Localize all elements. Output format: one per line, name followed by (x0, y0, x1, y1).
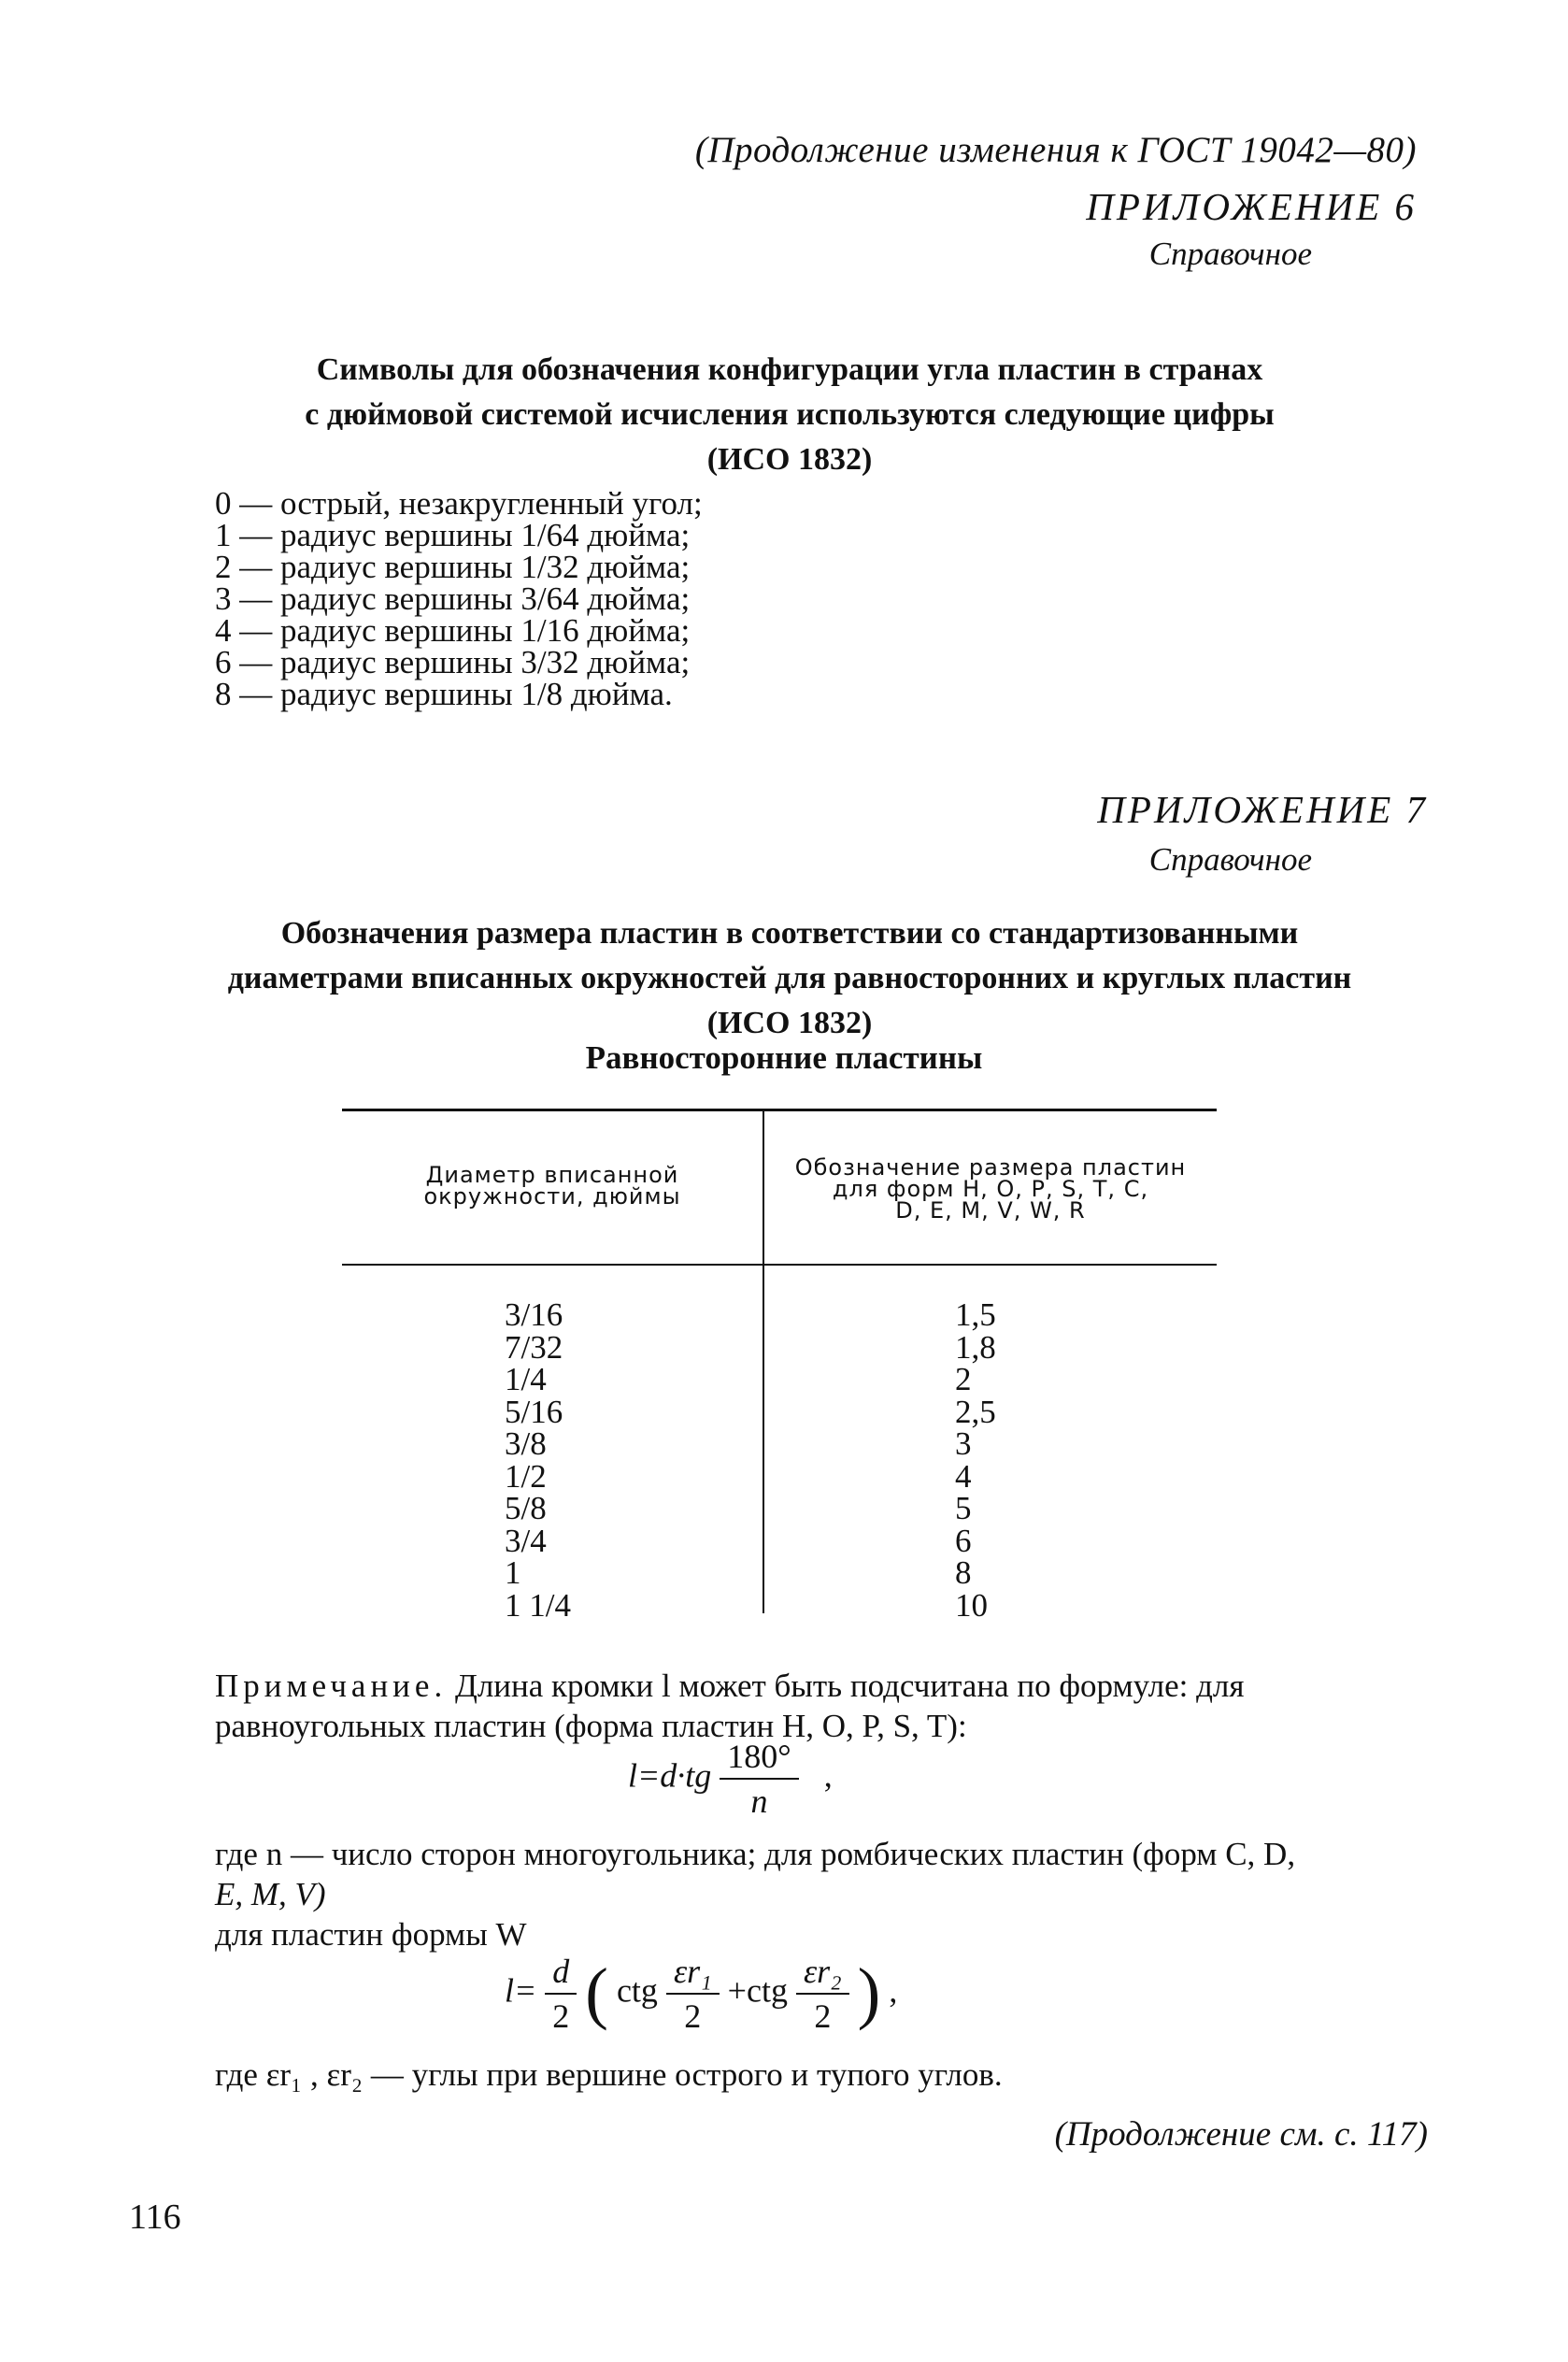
note-text1: Длина кромки l может быть подсчитана по формуле: для (454, 1668, 1245, 1704)
appendix7-title-line3: (ИСО 1832) (706, 1006, 873, 1040)
note-text3: где n — число сторон многоугольника; для ромбических пластин (форм C, D, (215, 1836, 1296, 1872)
appendix6-type: Справочное (1148, 236, 1312, 272)
table-cell: 5/16 (505, 1393, 563, 1430)
note-paragraph (215, 1666, 1439, 1746)
list-item: 2 — радиус вершины 1/32 дюйма; (215, 549, 691, 585)
appendix7-title-line1: Обозначения размера пластин в соответствии со стандартизованными (280, 916, 1299, 951)
list-item: 3 — радиус вершины 3/64 дюйма; (215, 580, 691, 617)
appendix6-label: ПРИЛОЖЕНИЕ 6 (1086, 185, 1417, 228)
table-cell: 3/16 (505, 1296, 563, 1333)
note-paragraph-2 (215, 1834, 1439, 1954)
appendix6-title-line3: (ИСО 1832) (706, 442, 873, 477)
formula-edge-length-polygon: l=d·tg $\frac{180^\circ}{n}$ , (628, 1738, 833, 1820)
note-text2: равноугольных пластин (форма пластин H, O, P, S, T): (215, 1708, 967, 1744)
table-cell: 2 (955, 1361, 972, 1397)
table-cell: 3/4 (505, 1522, 547, 1559)
appendix7-type: Справочное (1148, 841, 1312, 878)
formula-edge-length-w: l= $\frac{d}{2}$ ( ctg $\frac{\text{εr₁}}{2}$ +ctg $\frac{\text{εr₂}}{2}$ ) , (505, 1953, 898, 2035)
formula1-lhs: l=d·tg (628, 1756, 712, 1795)
page-number: 116 (129, 2197, 181, 2237)
note-label: Примечание. (215, 1668, 448, 1704)
note-text5: для пластин формы W (215, 1916, 527, 1953)
table-cell: 5 (955, 1490, 972, 1526)
table-col-diameter (505, 1296, 571, 1624)
table-cell: 1,5 (955, 1296, 996, 1333)
list-item: 4 — радиус вершины 1/16 дюйма; (215, 612, 691, 649)
table-cell: 1 (505, 1554, 521, 1591)
list-item: 8 — радиус вершины 1/8 дюйма. (215, 676, 673, 712)
table-cell: 6 (955, 1522, 972, 1559)
table-cell: 4 (955, 1457, 972, 1495)
list-item: 1 — радиус вершины 1/64 дюйма; (215, 517, 691, 553)
appendix7-title (178, 911, 1402, 1046)
appendix6-list (215, 485, 703, 712)
table-cell: 1/2 (505, 1457, 547, 1495)
table-header-designation: Обозначение размера пластин для форм H, O, P, S, T, C, D, E, M, V, W, R (794, 1154, 1187, 1224)
appendix7-label: ПРИЛОЖЕНИЕ 7 (1097, 788, 1428, 831)
table-header-rule (342, 1264, 1217, 1266)
table-header-diameter: Диаметр вписанной окружности, дюймы (423, 1162, 681, 1210)
table-cell: 7/32 (505, 1328, 563, 1366)
formula1-fraction: $\frac{180^\circ}{n}$ (720, 1737, 798, 1821)
table-cell: 3 (955, 1425, 972, 1462)
appendix6-title-line1: Символы для обозначения конфигурации угла пластин в странах (316, 352, 1263, 387)
note-text4: E, M, V) (215, 1876, 326, 1912)
appendix7-title-line2: диаметрами вписанных окружностей для равносторонних и круглых пластин (227, 961, 1352, 995)
table-cell: 2,5 (955, 1393, 996, 1430)
appendix6-title (187, 348, 1392, 482)
table-cell: 1 1/4 (505, 1586, 571, 1624)
note-text6: где εr₁ , εr₂ — углы при вершине острого и тупого углов. (215, 2056, 1003, 2093)
table-cell: 1/4 (505, 1361, 547, 1397)
footer-continuation: (Продолжение см. с. 117) (1054, 2115, 1428, 2154)
header-continuation: (Продолжение изменения к ГОСТ 19042—80) (694, 130, 1417, 170)
appendix6-title-line2: с дюймовой системой исчисления используются следующие цифры (305, 397, 1275, 432)
table-cell: 5/8 (505, 1490, 547, 1526)
table-title: Равносторонние пластины (585, 1039, 983, 1076)
list-item: 0 — острый, незакругленный угол; (215, 485, 703, 522)
table-cell: 3/8 (505, 1425, 547, 1462)
table-cell: 10 (955, 1586, 988, 1624)
table-cell: 1,8 (955, 1328, 996, 1366)
table-cell: 8 (955, 1554, 972, 1591)
table-top-rule (342, 1109, 1217, 1111)
list-item: 6 — радиус вершины 3/32 дюйма; (215, 644, 691, 680)
table-col-designation (955, 1296, 996, 1624)
